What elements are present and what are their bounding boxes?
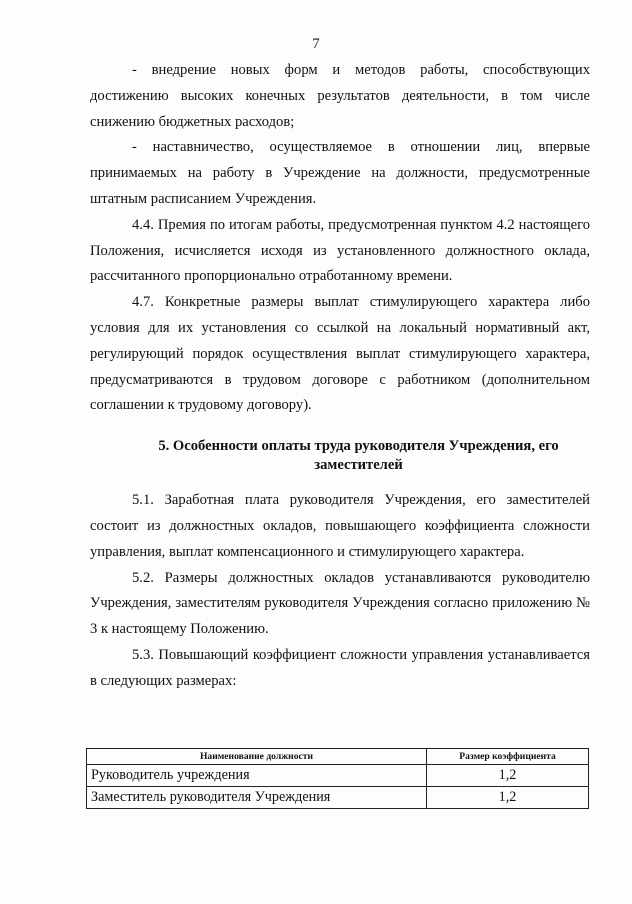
table-row xyxy=(87,765,589,787)
cell-coefficient: 1,2 xyxy=(427,765,589,787)
paragraph-5-2: 5.2. Размеры должностных окладов устанавливаются руководителю Учреждения, заместителям руководителя Учреждения согласно приложению № 3 к настоящему Положению. xyxy=(90,569,590,638)
cell-position: Заместитель руководителя Учреждения xyxy=(87,787,427,809)
table-header-row xyxy=(87,749,589,765)
paragraph-5-1: 5.1. Заработная плата руководителя Учреждения, его заместителей состоит из должностных окладов, повышающего коэффициента сложности управления, выплат компенсационного и стимулирующего характера. xyxy=(90,492,590,560)
header-position-name: Наименование должности xyxy=(87,749,427,765)
table-row xyxy=(87,787,589,809)
paragraph-5-3: 5.3. Повышающий коэффициент сложности управления устанавливается в следующих размерах: xyxy=(90,646,590,689)
coefficient-table xyxy=(86,748,589,809)
document-body xyxy=(90,58,590,695)
section-heading: 5. Особенности оплаты труда руководителя Учреждения, его заместителей xyxy=(158,438,559,473)
header-coefficient: Размер коэффициента xyxy=(427,749,589,765)
cell-coefficient: 1,2 xyxy=(427,787,589,809)
page-number: 7 xyxy=(312,36,320,52)
paragraph-innovation: - внедрение новых форм и методов работы, способствующих достижению высоких конечных результатов деятельности, в том числе снижению бюджетных расходов; xyxy=(90,62,590,130)
cell-position: Руководитель учреждения xyxy=(87,765,427,787)
paragraph-mentoring: - наставничество, осуществляемое в отношении лиц, впервые принимаемых на работу в Учреждение на должности, предусмотренные штатным расписанием Учреждения. xyxy=(90,139,590,207)
paragraph-4-7: 4.7. Конкретные размеры выплат стимулирующего характера либо условия для их установления со ссылкой на локальный нормативный акт, регулирующий порядок осуществления выплат стимулирующего характера, предусматриваются в трудовом договоре с работником (дополнительном соглашении к трудовому договору). xyxy=(90,294,590,414)
paragraph-4-4: 4.4. Премия по итогам работы, предусмотренная пунктом 4.2 настоящего Положения, исчисляется исходя из установленного должностного оклада, рассчитанного пропорционально отработанному времени. xyxy=(90,216,590,285)
